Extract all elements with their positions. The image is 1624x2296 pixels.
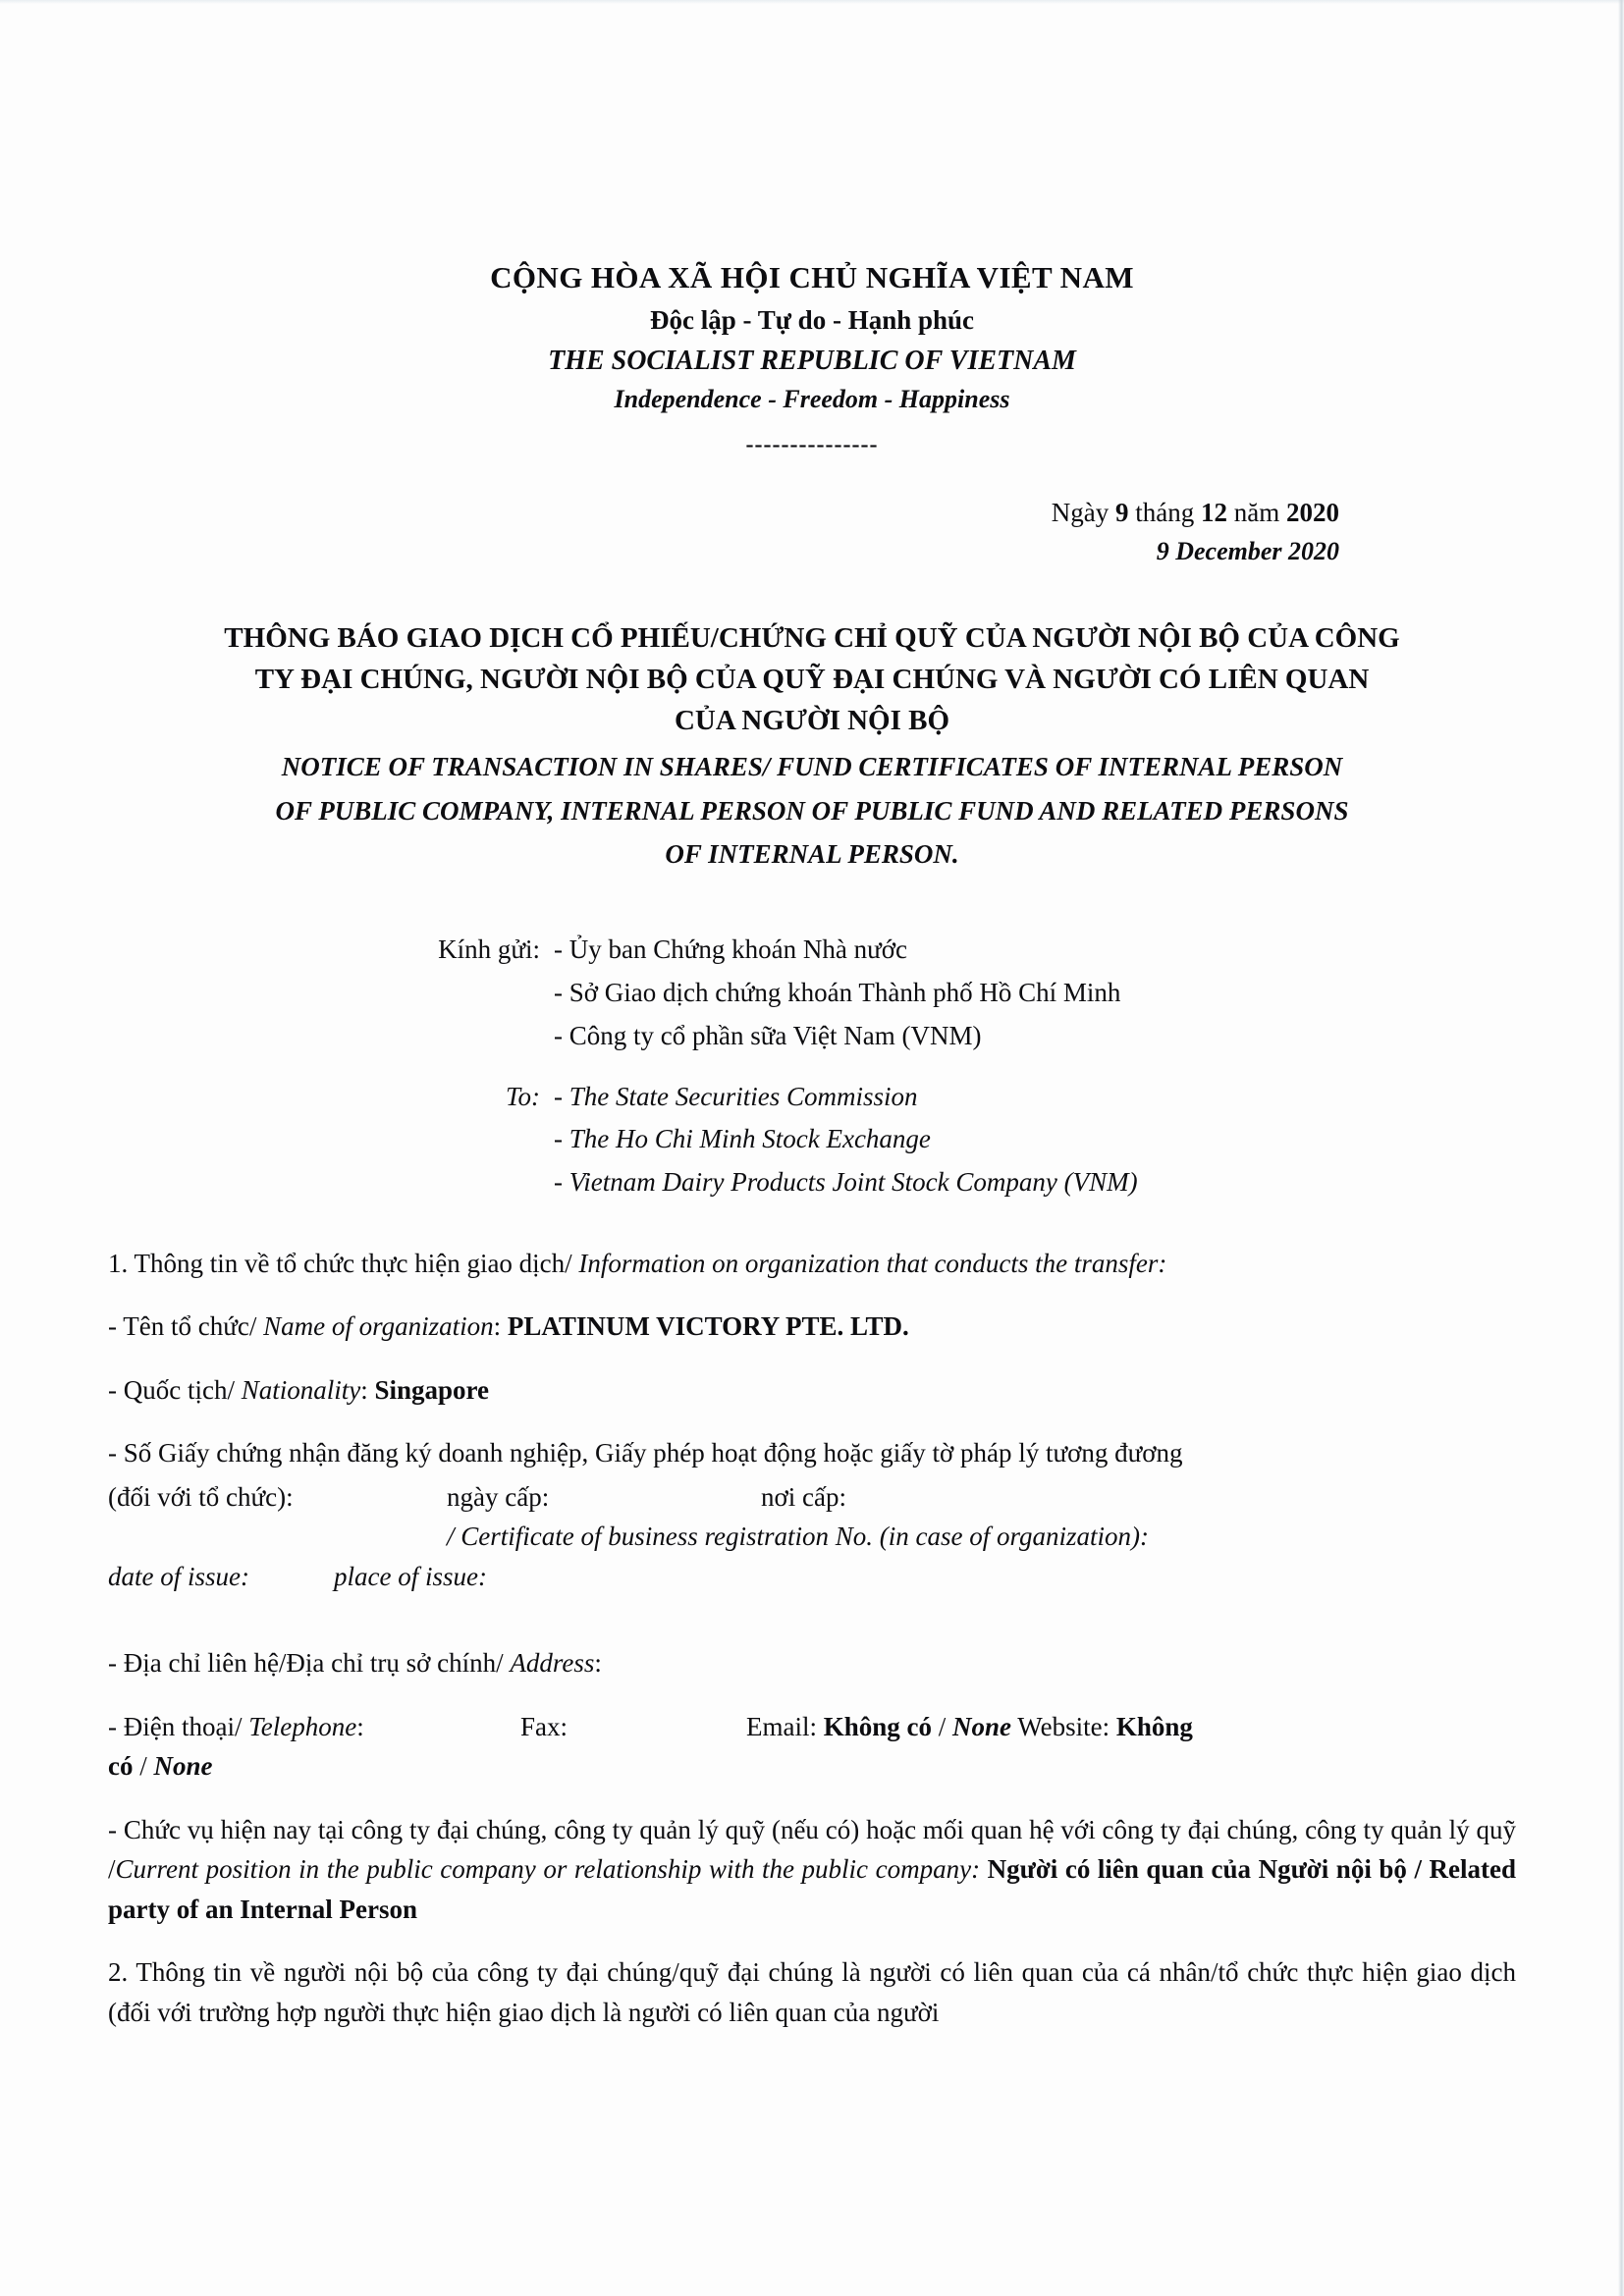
date-vi-prefix: Ngày [1051,498,1115,528]
recipient-row [108,929,1516,972]
address-line [108,1643,1516,1683]
org-colon: : [493,1311,508,1342]
recipients-block [108,929,1516,1203]
nationality-value: Singapore [374,1374,490,1405]
country-name-en: THE SOCIALIST REPUBLIC OF VIETNAM [548,345,1076,376]
title-vi-line-1: THÔNG BÁO GIAO DỊCH CỔ PHIẾU/CHỨNG CHỈ QUỸ CỦA NGƯỜI NỘI BỘ CỦA CÔNG [224,622,1400,655]
document-title [108,618,1516,874]
address-colon: : [594,1648,602,1679]
recipient-row [108,972,1516,1015]
website-value-vi-cont: có [108,1751,134,1782]
position-label-en: Current position in the public company or relationship with the public company: [115,1854,981,1885]
date-vi-mid1: tháng [1128,498,1201,528]
recipient-row [108,1015,1516,1058]
section-1-heading-en: Information on organization that conducts the transfer: [578,1248,1167,1278]
document-content [0,257,1624,2032]
website-value-en: None [153,1751,213,1782]
recipient-item-vi-1: - Ủy ban Chứng khoán Nhà nước [554,934,907,965]
recipient-item-vi-2: - Sở Giao dịch chứng khoán Thành phố Hồ Chí Minh [554,978,1121,1008]
recipient-item-en-3: - Vietnam Dairy Products Joint Stock Company (VNM) [554,1166,1138,1197]
section-1-heading [108,1244,1516,1284]
section-2-paragraph: 2. Thông tin về người nội bộ của công ty đại chúng/quỹ đại chúng là người có liên quan của cá nhân/tổ chức thực hiện giao dịch (đối với trường hợp người thực hiện giao dịch là người có liên quan của người [108,1957,1516,2027]
date-vi-mid2: năm [1227,498,1286,528]
telephone-label-vi: - Điện thoại/ [108,1711,249,1741]
recipient-item-vi-3: - Công ty cổ phần sữa Việt Nam (VNM) [554,1020,982,1050]
nationality-colon: : [360,1374,375,1405]
recipients-english [108,1076,1516,1204]
nationality-line [108,1370,1516,1411]
website-separator: / [133,1751,154,1782]
telephone-label-en: Telephone [248,1711,357,1741]
scan-edge-top [0,0,1624,4]
email-website-field [746,1707,1516,1747]
document-body [108,1244,1516,2033]
org-label-en: Name of organization [263,1311,494,1342]
address-label-vi: - Địa chỉ liên hệ/Địa chỉ trụ sở chính/ [108,1648,511,1679]
section-1-heading-vi: 1. Thông tin về tổ chức thực hiện giao dịch/ [108,1248,579,1278]
registration-line-english: / Certificate of business registration No. (in case of organization): [447,1522,1149,1552]
position-value: Người có liên quan của Người nội bộ / Related party of an Internal Person [108,1854,1516,1924]
date-vietnamese [108,494,1339,531]
registration-fields-row-vi [108,1477,1516,1518]
recipients-vietnamese [108,929,1516,1057]
registration-line-1: - Số Giấy chứng nhận đăng ký doanh nghiệp, Giấy phép hoạt động hoặc giấy tờ pháp lý tương đương [108,1438,1183,1468]
title-en-line-1: NOTICE OF TRANSACTION IN SHARES/ FUND CERTIFICATES OF INTERNAL PERSON [281,751,1343,781]
telephone-colon: : [356,1711,364,1741]
website-value-vi: Không [1115,1711,1193,1741]
fax-field: Fax: [520,1711,568,1741]
header-divider-dashes: --------------- [745,432,879,458]
recipient-item-en-1: - The State Securities Commission [554,1081,918,1111]
date-block [108,494,1516,569]
website-label: Website: [1011,1711,1116,1741]
title-en-line-3: OF INTERNAL PERSON. [665,839,959,870]
national-header [108,257,1516,460]
recipients-label-vi: Kính gửi: [438,934,540,965]
nationality-label-vi: - Quốc tịch/ [108,1374,242,1405]
recipient-item-en-2: - The Ho Chi Minh Stock Exchange [554,1124,931,1154]
issue-date-label-vi: ngày cấp: [447,1481,550,1512]
recipient-row [108,1076,1516,1119]
country-name-vi: CỘNG HÒA XÃ HỘI CHỦ NGHĨA VIỆT NAM [490,260,1134,294]
address-label-en: Address [510,1648,595,1679]
recipients-label-en: To: [505,1081,540,1111]
issue-date-label-en: date of issue: [108,1561,249,1591]
website-value-continuation [108,1746,1516,1787]
date-year: 2020 [1286,498,1339,528]
issue-place-label-vi: nơi cấp: [761,1481,846,1512]
nationality-label-en: Nationality [241,1374,361,1405]
email-value-en: None [952,1711,1012,1741]
issue-place-label-en: place of issue: [334,1561,487,1591]
national-motto-vi: Độc lập - Tự do - Hạnh phúc [649,304,975,335]
recipient-row [108,1161,1516,1204]
date-day: 9 [1115,498,1129,528]
telephone-field [108,1707,520,1747]
organization-name-line [108,1307,1516,1347]
organization-name-value: PLATINUM VICTORY PTE. LTD. [507,1311,909,1342]
title-vi-line-3: CỦA NGƯỜI NỘI BỘ [674,704,950,736]
current-position-paragraph [108,1810,1516,1930]
email-separator: / [932,1711,953,1741]
email-value-vi: Không có [823,1711,933,1741]
spacer [108,1596,1516,1643]
position-label-vi: - Chức vụ hiện nay tại công ty đại chúng, công ty quản lý quỹ (nếu có) hoặc mối quan hệ với công ty đại chúng, công ty quản lý quỹ / [108,1814,1516,1885]
date-english: 9 December 2020 [1156,536,1339,565]
registration-fields-row-en [108,1557,1516,1597]
title-en-line-2: OF PUBLIC COMPANY, INTERNAL PERSON OF PUBLIC FUND AND RELATED PERSONS [275,795,1349,826]
date-month: 12 [1201,498,1227,528]
national-motto-en: Independence - Freedom - Happiness [614,385,1010,414]
recipient-row [108,1118,1516,1161]
contact-row [108,1707,1516,1747]
email-label: Email: [746,1711,824,1741]
title-vi-line-2: TY ĐẠI CHÚNG, NGƯỜI NỘI BỘ CỦA QUỸ ĐẠI CHÚNG VÀ NGƯỜI CÓ LIÊN QUAN [254,664,1370,696]
org-label-vi: - Tên tổ chức/ [108,1311,264,1342]
registration-for-organization-label: (đối với tổ chức): [108,1481,294,1512]
